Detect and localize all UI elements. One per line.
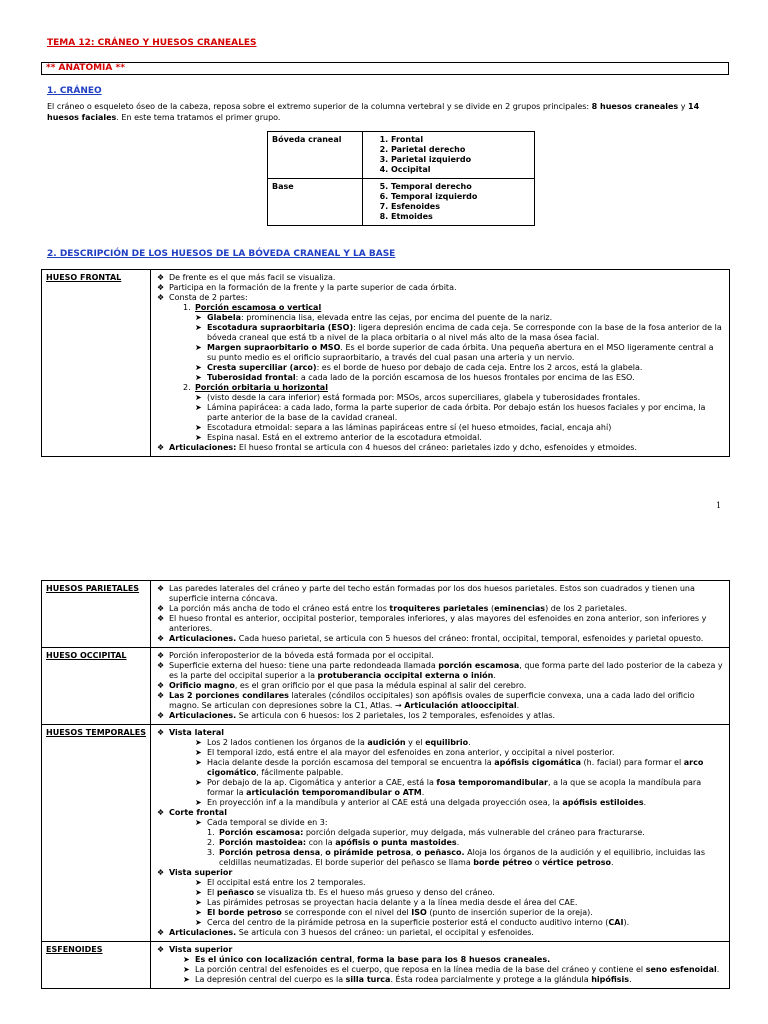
bullet-text: Escotadura etmoidal: separa a las láminas papiráceas entre sí (el hueso etmoides, facial, encaja ahí) <box>207 423 612 432</box>
bullet-text: Vista lateral <box>169 728 225 737</box>
diamond-bullet-icon: ❖ <box>157 691 165 700</box>
list-number: 1. <box>183 303 191 312</box>
bullet-text: Margen supraorbitario o MSO. Es el borde superior de cada órbita. Una pequeña abertura en el MSO ligeramente central a su punto medio es el orificio supraorbitario, a través del cual pasan una arteria y un nervio. <box>207 343 714 362</box>
bone-name: HUESOS TEMPORALES <box>42 725 151 942</box>
bullet-text: La porción central del esfenoides es el cuerpo, que reposa en la línea media de la base del cráneo y contiene el seno esfenoidal. <box>195 965 720 974</box>
group-item: 4. Occipital <box>391 165 530 175</box>
bullet-line <box>155 818 725 828</box>
bone-description <box>151 942 730 989</box>
group-list-cell <box>363 132 535 179</box>
bullet-text: Cada temporal se divide en 3: <box>207 818 328 827</box>
bullet-text: Por debajo de la ap. Cigomática y anterior a CAE, está la fosa temporomandibular, a la que se acopla la mandíbula para formar la articulación temporomandibular o ATM. <box>207 778 702 797</box>
bullet-text: El temporal izdo, está entre el ala mayor del esfenoides en zona anterior, y occipital a nivel posterior. <box>207 748 615 757</box>
arrow-bullet-icon: ➤ <box>195 908 202 917</box>
bone-description <box>151 725 730 942</box>
group-list-cell <box>363 179 535 226</box>
diamond-bullet-icon: ❖ <box>157 443 165 452</box>
diamond-bullet-icon: ❖ <box>157 808 165 817</box>
page-number: 1 <box>716 501 722 510</box>
arrow-bullet-icon: ➤ <box>195 373 202 382</box>
arrow-bullet-icon: ➤ <box>195 798 202 807</box>
group-row-base <box>268 179 535 226</box>
bullet-line <box>155 373 725 383</box>
bullet-line <box>155 661 725 681</box>
bullet-text: El peñasco se visualiza tb. Es el hueso más grueso y denso del cráneo. <box>207 888 495 897</box>
diamond-bullet-icon: ❖ <box>157 584 165 593</box>
arrow-bullet-icon: ➤ <box>183 955 190 964</box>
diamond-bullet-icon: ❖ <box>157 681 165 690</box>
bullet-text: El borde petroso se corresponde con el nivel del ISO (punto de inserción superior de la oreja). <box>207 908 593 917</box>
bone-row <box>42 725 730 942</box>
bullet-line <box>155 955 725 965</box>
diamond-bullet-icon: ❖ <box>157 293 165 302</box>
bullet-line <box>155 868 725 878</box>
arrow-bullet-icon: ➤ <box>195 878 202 887</box>
bullet-line <box>155 313 725 323</box>
bullet-line <box>155 711 725 721</box>
diamond-bullet-icon: ❖ <box>157 928 165 937</box>
arrow-bullet-icon: ➤ <box>195 818 202 827</box>
bullet-line <box>155 838 725 848</box>
bone-name: HUESOS PARIETALES <box>42 581 151 648</box>
diamond-bullet-icon: ❖ <box>157 711 165 720</box>
intro-text-d: 14 huesos faciales <box>47 102 700 122</box>
heading-descripcion: 2. DESCRIPCIÓN DE LOS HUESOS DE LA BÓVEDA CRANEAL Y LA BASE <box>47 249 396 259</box>
intro-text-a: El cráneo o esqueleto óseo de la cabeza, reposa sobre el extremo superior de la columna vertebral y se divide en 2 grupos principales: <box>47 102 592 111</box>
group-item: 8. Etmoides <box>391 212 530 222</box>
diamond-bullet-icon: ❖ <box>157 604 165 613</box>
arrow-bullet-icon: ➤ <box>195 363 202 372</box>
intro-paragraph <box>47 101 722 123</box>
bullet-line <box>155 383 725 393</box>
bullet-text: Porción escamosa: porción delgada superior, muy delgada, más vulnerable del cráneo para fracturarse. <box>219 828 645 837</box>
bullet-line <box>155 828 725 838</box>
group-item: 7. Esfenoides <box>391 202 530 212</box>
bullet-text: Superficie externa del hueso: tiene una parte redondeada llamada porción escamosa, que forma parte del lado posterior de la cabeza y es la parte del occipital superior a la protuberancia occipital externa o inión. <box>169 661 723 680</box>
bullet-text: En proyección inf a la mandíbula y anterior al CAE está una delgada proyección osea, la apófisis estiloides. <box>207 798 647 807</box>
bullet-text: Vista superior <box>169 868 233 877</box>
bullet-line <box>155 614 725 634</box>
diamond-bullet-icon: ❖ <box>157 273 165 282</box>
bullet-text: Las pirámides petrosas se proyectan hacia delante y a la línea media desde el área del CAE. <box>207 898 578 907</box>
bone-row <box>42 270 730 457</box>
bullet-text: De frente es el que más facil se visualiza. <box>169 273 336 282</box>
diamond-bullet-icon: ❖ <box>157 661 165 670</box>
bone-groups-table <box>267 131 535 226</box>
diamond-bullet-icon: ❖ <box>157 651 165 660</box>
bullet-line <box>155 691 725 711</box>
intro-text-e: . En este tema tratamos el primer grupo. <box>116 113 281 122</box>
bullet-text: Cerca del centro de la pirámide petrosa en la superficie posterior está el conducto auditivo interno (CAI). <box>207 918 630 927</box>
bullet-text: Orificio magno, es el gran orificio por el que pasa la médula espinal al salir del cerebro. <box>169 681 527 690</box>
bullet-text: La porción más ancha de todo el cráneo está entre los troquiteres parietales (eminencias) de los 2 parietales. <box>169 604 628 613</box>
bullet-line <box>155 898 725 908</box>
bullet-text: Glabela: prominencia lisa, elevada entre las cejas, por encima del puente de la nariz. <box>207 313 553 322</box>
bullet-text: Porción inferoposterior de la bóveda está formada por el occipital. <box>169 651 434 660</box>
bullet-text: Porción petrosa densa, o pirámide petrosa, o peñasco. Aloja los órganos de la audición y el equilibrio, incluidas las celdillas neumatizadas. El borde superior del peñasco se llama borde pétreo o vértice petroso. <box>219 848 705 867</box>
bullet-line <box>155 423 725 433</box>
bullet-line <box>155 738 725 748</box>
arrow-bullet-icon: ➤ <box>195 403 202 412</box>
bullet-line <box>155 928 725 938</box>
bullet-line <box>155 403 725 423</box>
bullet-text: Corte frontal <box>169 808 227 817</box>
diamond-bullet-icon: ❖ <box>157 868 165 877</box>
arrow-bullet-icon: ➤ <box>195 778 202 787</box>
bullet-text: Lámina papirácea: a cada lado, forma la parte superior de cada órbita. Por debajo están los huesos faciales y por encima, la parte anterior de la base de la cavidad craneal. <box>207 403 706 422</box>
bullet-line <box>155 393 725 403</box>
bullet-text: Porción mastoidea: con la apófisis o punta mastoides. <box>219 838 460 847</box>
arrow-bullet-icon: ➤ <box>195 323 202 332</box>
bullet-text: Es el único con localización central, forma la base para los 8 huesos craneales. <box>195 955 551 964</box>
heading-craneo: 1. CRÁNEO <box>47 86 102 96</box>
group-item: 1. Frontal <box>391 135 530 145</box>
arrow-bullet-icon: ➤ <box>183 965 190 974</box>
group-list <box>367 135 530 175</box>
intro-text-b: 8 huesos craneales <box>591 102 679 111</box>
diamond-bullet-icon: ❖ <box>157 634 165 643</box>
bullet-text: Las 2 porciones condilares laterales (cóndilos occipitales) son apófisis ovales de superficie convexa, una a cada lado del orificio magno. Se articulan con depresiones sobre la C1, Atlas. → Articulación atlooccipital. <box>169 691 695 710</box>
bone-name: HUESO OCCIPITAL <box>42 648 151 725</box>
group-item: 3. Parietal izquierdo <box>391 155 530 165</box>
bullet-text: Cresta superciliar (arco): es el borde de hueso por debajo de cada ceja. Entre los 2 arcos, está la glabela. <box>207 363 643 372</box>
bullet-line <box>155 965 725 975</box>
arrow-bullet-icon: ➤ <box>183 975 190 984</box>
bullet-text: Los 2 lados contienen los órganos de la audición y el equilibrio. <box>207 738 471 747</box>
bullet-text: Hacia delante desde la porción escamosa del temporal se encuentra la apófisis cigomática (h. facial) para formar el arco cigomático, fácilmente palpable. <box>207 758 704 777</box>
bone-row <box>42 581 730 648</box>
bullet-text: Porción escamosa o vertical <box>195 303 322 312</box>
list-number: 3. <box>207 848 215 857</box>
bullet-line <box>155 303 725 313</box>
bullet-text: Articulaciones. Se articula con 3 huesos del cráneo: un parietal, el occipital y esfenoides. <box>169 928 534 937</box>
bullet-line <box>155 323 725 343</box>
list-number: 2. <box>207 838 215 847</box>
diamond-bullet-icon: ❖ <box>157 728 165 737</box>
bullet-line <box>155 273 725 283</box>
arrow-bullet-icon: ➤ <box>195 918 202 927</box>
arrow-bullet-icon: ➤ <box>195 423 202 432</box>
bullet-line <box>155 634 725 644</box>
section-banner: ** ANATOMIA ** <box>41 62 729 75</box>
bullet-line <box>155 945 725 955</box>
bullet-text: Escotadura supraorbitaria (ESO): ligera depresión encima de cada ceja. Se corresponde con la base de la fosa anterior de la bóveda craneal que está tb a nivel de la placa orbitaria o al nivel más alto de la masa ósea facial. <box>207 323 722 342</box>
bullet-line <box>155 975 725 985</box>
bullet-line <box>155 293 725 303</box>
bullet-line <box>155 758 725 778</box>
bullet-line <box>155 798 725 808</box>
bullet-line <box>155 848 725 868</box>
arrow-bullet-icon: ➤ <box>195 343 202 352</box>
arrow-bullet-icon: ➤ <box>195 313 202 322</box>
bullet-line <box>155 651 725 661</box>
bullet-text: Espina nasal. Está en el extremo anterior de la escotadura etmoidal. <box>207 433 482 442</box>
group-row-boveda <box>268 132 535 179</box>
bone-description <box>151 270 730 457</box>
bullet-line <box>155 604 725 614</box>
diamond-bullet-icon: ❖ <box>157 283 165 292</box>
group-list <box>367 182 530 222</box>
group-item: 2. Parietal derecho <box>391 145 530 155</box>
bullet-line <box>155 343 725 363</box>
group-label: Base <box>268 179 363 226</box>
list-number: 2. <box>183 383 191 392</box>
bullet-line <box>155 728 725 738</box>
bullet-text: La depresión central del cuerpo es la silla turca. Ésta rodea parcialmente y protege a la glándula hipófisis. <box>195 975 632 984</box>
bullet-text: Porción orbitaria u horizontal <box>195 383 328 392</box>
group-item: 5. Temporal derecho <box>391 182 530 192</box>
bullet-text: Articulaciones. Se articula con 6 huesos: los 2 parietales, los 2 temporales, esfenoides y atlas. <box>169 711 556 720</box>
bullet-line <box>155 888 725 898</box>
group-label: Bóveda craneal <box>268 132 363 179</box>
intro-text-c: y <box>678 102 688 111</box>
bullet-line <box>155 748 725 758</box>
bullet-line <box>155 878 725 888</box>
bullet-line <box>155 584 725 604</box>
doc-title: TEMA 12: CRÁNEO Y HUESOS CRANEALES <box>47 38 257 48</box>
bullet-line <box>155 681 725 691</box>
bullet-text: El hueso frontal es anterior, occipital posterior, temporales inferiores, y alas mayores del esfenoides en zona anterior, son inferiores y anteriores. <box>169 614 707 633</box>
bullet-line <box>155 808 725 818</box>
bullet-text: Participa en la formación de la frente y la parte superior de cada órbita. <box>169 283 457 292</box>
bone-name: HUESO FRONTAL <box>42 270 151 457</box>
bullet-line <box>155 283 725 293</box>
arrow-bullet-icon: ➤ <box>195 888 202 897</box>
bullet-text: Las paredes laterales del cráneo y parte del techo están formadas por los dos huesos parietales. Estos son cuadrados y tienen una superficie interna cóncava. <box>169 584 695 603</box>
bone-description <box>151 581 730 648</box>
bullet-line <box>155 433 725 443</box>
bone-description <box>151 648 730 725</box>
arrow-bullet-icon: ➤ <box>195 748 202 757</box>
bones-table-page2 <box>41 580 730 989</box>
bullet-line <box>155 918 725 928</box>
bullet-text: Articulaciones. Cada hueso parietal, se articula con 5 huesos del cráneo: frontal, occipital, temporal, esfenoides y parietal opuesto. <box>169 634 704 643</box>
bullet-text: Consta de 2 partes: <box>169 293 248 302</box>
arrow-bullet-icon: ➤ <box>195 898 202 907</box>
group-item: 6. Temporal izquierdo <box>391 192 530 202</box>
diamond-bullet-icon: ❖ <box>157 614 165 623</box>
arrow-bullet-icon: ➤ <box>195 433 202 442</box>
bone-row <box>42 942 730 989</box>
diamond-bullet-icon: ❖ <box>157 945 165 954</box>
bullet-text: Vista superior <box>169 945 233 954</box>
page-break <box>0 520 768 568</box>
bullet-line <box>155 778 725 798</box>
arrow-bullet-icon: ➤ <box>195 738 202 747</box>
bullet-text: (visto desde la cara inferior) está formada por: MSOs, arcos superciliares, glabela y tuberosidades frontales. <box>207 393 641 402</box>
arrow-bullet-icon: ➤ <box>195 758 202 767</box>
list-number: 1. <box>207 828 215 837</box>
bullet-text: Tuberosidad frontal: a cada lado de la porción escamosa de los huesos frontales por encima de las ESO. <box>207 373 635 382</box>
bullet-line <box>155 363 725 373</box>
bullet-text: El occipital está entre los 2 temporales. <box>207 878 366 887</box>
bullet-line <box>155 908 725 918</box>
bone-row <box>42 648 730 725</box>
bullet-text: Articulaciones: El hueso frontal se articula con 4 huesos del cráneo: parietales izdo y dcho, esfenoides y etmoides. <box>169 443 637 452</box>
arrow-bullet-icon: ➤ <box>195 393 202 402</box>
bullet-line <box>155 443 725 453</box>
frontal-table <box>41 269 730 457</box>
bone-name: ESFENOIDES <box>42 942 151 989</box>
